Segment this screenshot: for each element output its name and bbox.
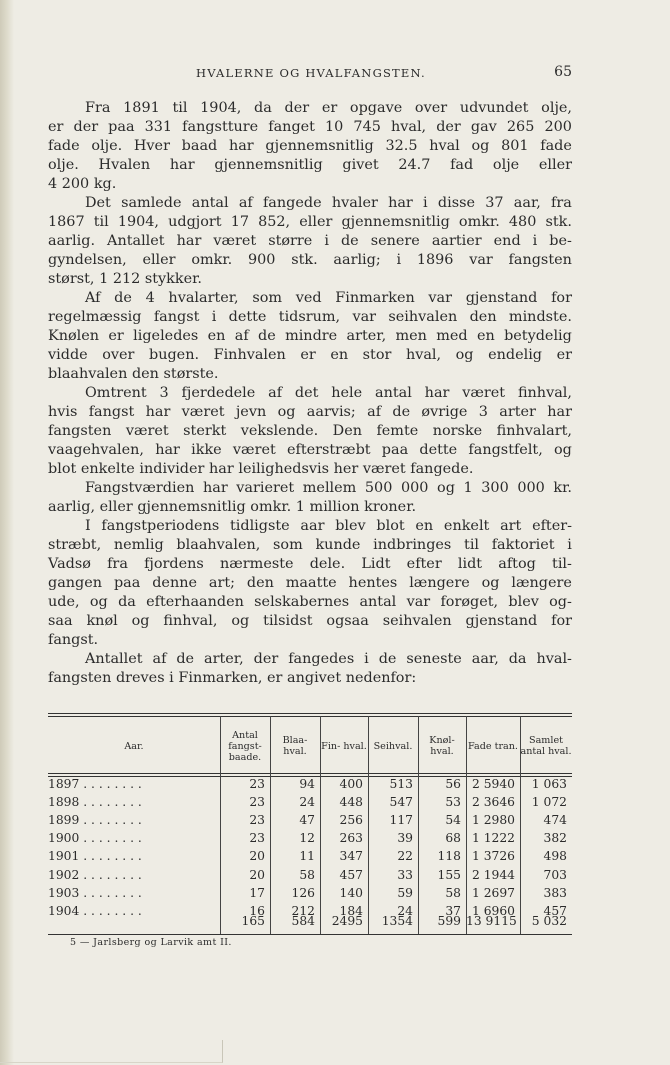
table-cell-blaa: 58 <box>299 867 315 882</box>
text-line: hvis fangst har været jevn og aarvis; af de øvrige 3 arter har <box>48 404 572 420</box>
text-line: regelmæssig fangst i dette tidsrum, var seihvalen den mindste. <box>48 309 572 325</box>
text-line: saa knøl og finhval, og tilsidst ogsaa seihvalen gjenstand for <box>48 613 572 629</box>
table-cell-fin: 457 <box>339 867 363 882</box>
table-cell-samlet: 1 063 <box>531 777 567 791</box>
table-cell-baade: 20 <box>249 849 265 864</box>
table-total-knol: 599 <box>437 914 461 928</box>
column-header-aar: Aar. <box>124 740 144 752</box>
table-cell-blaa: 11 <box>299 849 315 864</box>
table-top-rule-inner <box>48 716 572 717</box>
table-cell-knol: 155 <box>437 867 461 882</box>
text-line: aarlig. Antallet har været større i de senere aartier end i be- <box>48 233 572 249</box>
table-cell-samlet: 383 <box>543 885 567 900</box>
running-title: HVALERNE OG HVALFANGSTEN. <box>196 66 426 80</box>
table-bottom-rule <box>48 934 572 935</box>
table-cell-baade: 16 <box>249 903 265 918</box>
table-cell-fin: 448 <box>339 795 363 810</box>
table-cell-samlet: 498 <box>543 849 567 864</box>
table-top-rule <box>48 713 572 714</box>
text-line: Fangstværdien har varieret mellem 500 000 og 1 300 000 kr. <box>85 480 572 496</box>
table-cell-sei: 39 <box>397 831 413 846</box>
text-line: Vadsø fra fjordens nærmeste dele. Lidt efter lidt aftog til- <box>48 556 572 572</box>
table-cell-knol: 56 <box>445 777 461 791</box>
table-cell-sei: 513 <box>389 777 413 791</box>
table-cell-fin: 347 <box>339 849 363 864</box>
text-line: er der paa 331 fangstture fanget 10 745 hval, der gav 265 200 <box>48 119 572 135</box>
table-total-blaa: 584 <box>291 914 315 928</box>
column-header-sei: Seihval. <box>373 740 413 752</box>
text-line: gangen paa denne art; den maatte hentes længere og længere <box>48 575 572 591</box>
table-row-year: 1897 . . . . . . . . <box>48 777 142 791</box>
table-cell-fin: 400 <box>339 777 363 791</box>
table-cell-samlet: 457 <box>543 903 567 918</box>
table-row-year: 1904 . . . . . . . . <box>48 903 142 918</box>
table-total-baade: 165 <box>241 914 265 928</box>
table-cell-baade: 20 <box>249 867 265 882</box>
table-cell-fin: 184 <box>339 903 363 918</box>
table-cell-samlet: 1 072 <box>531 795 567 810</box>
table-cell-tran: 2 3646 <box>471 795 515 810</box>
table-cell-sei: 22 <box>397 849 413 864</box>
text-line: I fangstperiodens tidligste aar blev blot en enkelt art efter- <box>85 518 572 534</box>
table-cell-sei: 547 <box>389 795 413 810</box>
footnote-signature: 5 — Jarlsberg og Larvik amt II. <box>70 937 232 948</box>
table-cell-baade: 23 <box>249 813 265 828</box>
column-header-knol: Knøl- hval. <box>429 735 455 757</box>
table-cell-tran: 1 6960 <box>471 903 515 918</box>
text-line: olje. Hvalen har gjennemsnitlig givet 24.7 fad olje eller <box>48 157 572 173</box>
page-number: 65 <box>554 64 572 80</box>
table-total-tran: 13 9115 <box>466 914 517 928</box>
text-line: fangsten dreves i Finmarken, er angivet nedenfor: <box>48 670 417 686</box>
text-line: Fra 1891 til 1904, da der er opgave over udvundet olje, <box>85 100 572 116</box>
text-line: ude, og da efterhaanden selskabernes antal var forøget, blev og- <box>48 594 572 610</box>
table-cell-blaa: 24 <box>299 795 315 810</box>
text-line: vaagehvalen, har ikke været efterstræbt paa dette fangstfelt, og <box>48 442 572 458</box>
table-cell-fin: 263 <box>339 831 363 846</box>
table-total-samlet: 5 032 <box>531 914 567 928</box>
table-cell-knol: 53 <box>445 795 461 810</box>
text-line: fade olje. Hver baad har gjennemsnitlig 32.5 hval og 801 fade <box>48 138 572 154</box>
table-cell-blaa: 47 <box>299 813 315 828</box>
running-header <box>48 66 572 82</box>
text-line: vidde over bugen. Finhvalen er en stor hval, og endelig er <box>48 347 572 363</box>
text-line: fangst. <box>48 632 99 648</box>
table-cell-blaa: 212 <box>291 903 315 918</box>
column-header-tran: Fade tran. <box>468 740 518 752</box>
column-header-baade: Antal fangst- baade. <box>228 729 262 763</box>
text-line: Af de 4 hvalarter, som ved Finmarken var gjenstand for <box>85 290 572 306</box>
column-header-fin: Fin- hval. <box>321 740 367 752</box>
text-line: fangsten været sterkt vekslende. Den femte norske finhvalart, <box>48 423 572 439</box>
table-cell-sei: 59 <box>397 885 413 900</box>
text-line: 1867 til 1904, udgjort 17 852, eller gjennemsnitlig omkr. 480 stk. <box>48 214 572 230</box>
table-cell-tran: 1 2980 <box>471 813 515 828</box>
table-cell-tran: 1 3726 <box>471 849 515 864</box>
table-total-fin: 2495 <box>331 914 363 928</box>
body-text <box>48 99 572 688</box>
text-line: Det samlede antal af fangede hvaler har i disse 37 aar, fra <box>85 195 572 211</box>
table-cell-knol: 54 <box>445 813 461 828</box>
table-cell-tran: 2 1944 <box>471 867 515 882</box>
table-cell-baade: 23 <box>249 795 265 810</box>
table-cell-baade: 23 <box>249 831 265 846</box>
table-cell-sei: 24 <box>397 903 413 918</box>
table-cell-baade: 23 <box>249 777 265 791</box>
table-cell-baade: 17 <box>249 885 265 900</box>
table-cell-samlet: 474 <box>543 813 567 828</box>
table-cell-blaa: 94 <box>299 777 315 791</box>
table-cell-tran: 1 2697 <box>471 885 515 900</box>
text-line: gyndelsen, eller omkr. 900 stk. aarlig; i 1896 var fangsten <box>48 252 572 268</box>
text-line: Knølen er ligeledes en af de mindre arter, men med en betydelig <box>48 328 572 344</box>
text-line: Omtrent 3 fjerdedele af det hele antal har været finhval, <box>85 385 572 401</box>
text-line: aarlig, eller gjennemsnitlig omkr. 1 million kroner. <box>48 499 417 515</box>
table-cell-samlet: 703 <box>543 867 567 882</box>
table-row-year: 1899 . . . . . . . . <box>48 813 142 828</box>
table-cell-samlet: 382 <box>543 831 567 846</box>
table-cell-knol: 58 <box>445 885 461 900</box>
table-cell-tran: 2 5940 <box>471 777 515 791</box>
table-cell-fin: 140 <box>339 885 363 900</box>
text-line: stræbt, nemlig blaahvalen, som kunde indbringes til faktoriet i <box>48 537 572 553</box>
text-line: størst, 1 212 stykker. <box>48 271 203 287</box>
table-cell-sei: 117 <box>389 813 413 828</box>
column-header-samlet: Samlet antal hval. <box>520 735 572 757</box>
table-cell-blaa: 126 <box>291 885 315 900</box>
table-header-rule <box>48 773 572 774</box>
table-total-sei: 1354 <box>381 914 413 928</box>
table-row-year: 1902 . . . . . . . . <box>48 867 142 882</box>
page-spine-shadow <box>0 0 14 1065</box>
text-line: 4 200 kg. <box>48 176 117 192</box>
table-cell-sei: 33 <box>397 867 413 882</box>
table-row-year: 1901 . . . . . . . . <box>48 849 142 864</box>
page-edge-mark <box>0 1040 223 1063</box>
table-cell-knol: 68 <box>445 831 461 846</box>
text-line: blaahvalen den største. <box>48 366 219 382</box>
table-cell-knol: 118 <box>437 849 461 864</box>
table-cell-fin: 256 <box>339 813 363 828</box>
table-cell-blaa: 12 <box>299 831 315 846</box>
table-cell-tran: 1 1222 <box>471 831 515 846</box>
table-cell-knol: 37 <box>445 903 461 918</box>
table-row-year: 1898 . . . . . . . . <box>48 795 142 810</box>
text-line: Antallet af de arter, der fangedes i de seneste aar, da hval- <box>85 651 572 667</box>
table-row-year: 1900 . . . . . . . . <box>48 831 142 846</box>
table-row-year: 1903 . . . . . . . . <box>48 885 142 900</box>
whale-catch-table <box>48 713 572 935</box>
column-header-blaa: Blaa- hval. <box>282 735 308 757</box>
text-line: blot enkelte individer har leilighedsvis her været fangede. <box>48 461 474 477</box>
